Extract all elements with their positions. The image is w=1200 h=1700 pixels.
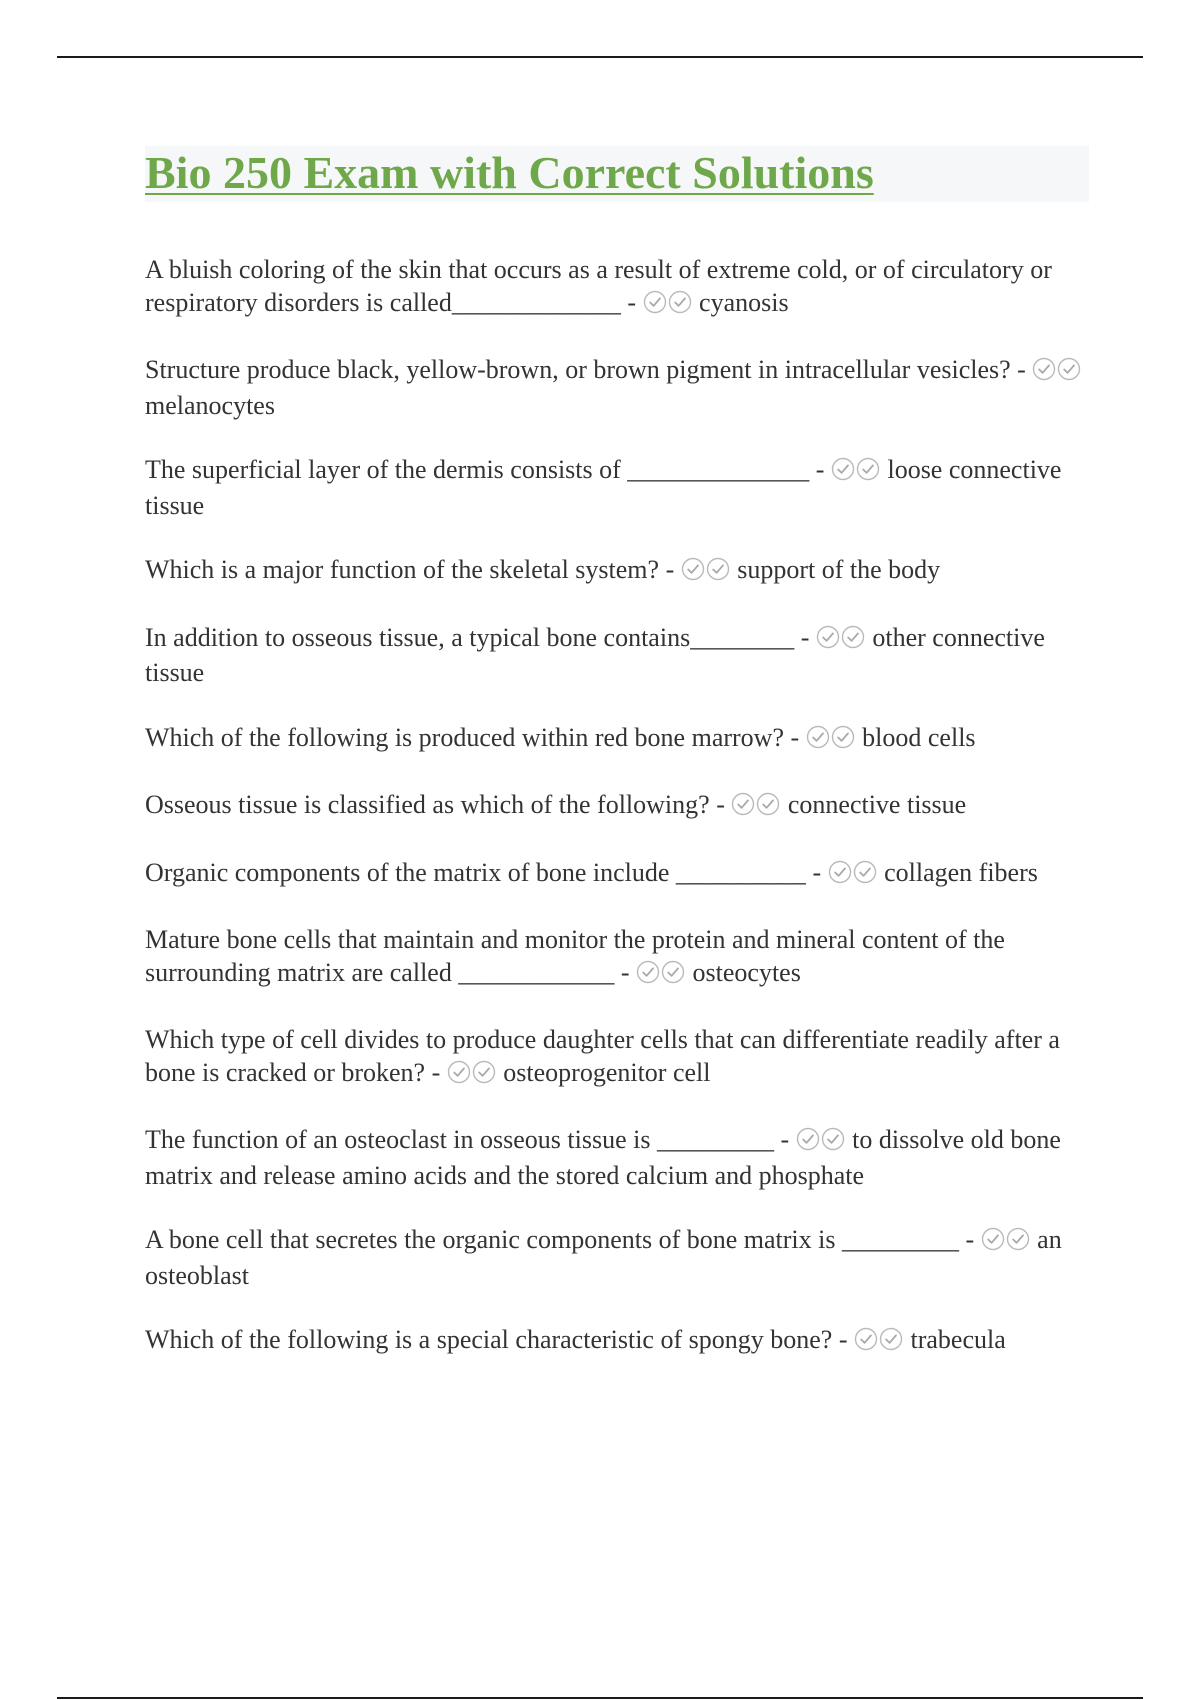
answer-text: osteoprogenitor cell xyxy=(503,1057,711,1087)
qa-list xyxy=(145,254,1090,1392)
question-text: Mature bone cells that maintain and monitor the protein and mineral content of the surrounding matrix are called ____________ xyxy=(145,925,1005,987)
circle-check-icon xyxy=(668,290,692,314)
circle-check-icon xyxy=(643,290,667,314)
answer-text: collagen fibers xyxy=(884,857,1038,887)
circle-check-icon xyxy=(636,960,660,984)
answer-separator: - xyxy=(838,1325,848,1354)
answer-text: cyanosis xyxy=(699,287,789,317)
answer-text: osteocytes xyxy=(692,957,801,987)
qa-item-13 xyxy=(145,1324,1090,1360)
circle-check-icon xyxy=(681,557,705,581)
question-text: Osseous tissue is classified as which of the following? xyxy=(145,790,710,819)
answer-text: support of the body xyxy=(737,555,941,584)
question-text: Which of the following is produced within red bone marrow? xyxy=(145,722,784,752)
answer-text: an osteoblast xyxy=(145,1225,1062,1290)
answer-marker xyxy=(796,1127,846,1160)
circle-check-icon xyxy=(806,725,830,749)
bottom-rule xyxy=(57,1697,1143,1699)
answer-separator: - xyxy=(800,622,810,652)
question-text: The superficial layer of the dermis consists of ______________ xyxy=(145,455,810,484)
answer-marker xyxy=(447,1060,497,1093)
answer-separator: - xyxy=(716,790,725,819)
answer-text: loose connective tissue xyxy=(145,455,1062,520)
qa-item-12 xyxy=(145,1224,1090,1292)
answer-marker xyxy=(636,960,686,993)
answer-marker xyxy=(828,860,878,893)
circle-check-icon xyxy=(828,860,852,884)
circle-check-icon xyxy=(854,1327,878,1351)
circle-check-icon xyxy=(661,960,685,984)
qa-item-8 xyxy=(145,857,1090,893)
circle-check-icon xyxy=(981,1227,1005,1251)
answer-marker xyxy=(643,290,693,323)
circle-check-icon xyxy=(756,792,780,816)
answer-marker xyxy=(1032,357,1082,390)
qa-item-7 xyxy=(145,789,1090,825)
circle-check-icon xyxy=(841,625,865,649)
qa-item-5 xyxy=(145,622,1090,690)
question-text: In addition to osseous tissue, a typical bone contains________ xyxy=(145,622,795,652)
answer-separator: - xyxy=(965,1225,975,1254)
circle-check-icon xyxy=(1057,357,1081,381)
answer-text: trabecula xyxy=(910,1325,1006,1354)
question-text: Structure produce black, yellow-brown, or brown pigment in intracellular vesicles? xyxy=(145,355,1011,384)
answer-marker xyxy=(831,457,881,490)
question-text: A bluish coloring of the skin that occurs as a result of extreme cold, or of circulatory or respiratory disorders is called_____________ xyxy=(145,255,1052,317)
answer-marker xyxy=(681,557,731,590)
page-title: Bio 250 Exam with Correct Solutions xyxy=(145,147,874,198)
circle-check-icon xyxy=(879,1327,903,1351)
answer-text: melanocytes xyxy=(145,390,275,420)
question-text: Which type of cell divides to produce daughter cells that can differentiate readily after a bone is cracked or broken? xyxy=(145,1025,1060,1087)
answer-separator: - xyxy=(620,957,630,987)
qa-item-3 xyxy=(145,454,1090,522)
answer-text: connective tissue xyxy=(787,790,967,819)
qa-item-9 xyxy=(145,924,1090,992)
qa-item-11 xyxy=(145,1124,1090,1192)
qa-item-1 xyxy=(145,254,1090,322)
circle-check-icon xyxy=(816,625,840,649)
circle-check-icon xyxy=(1032,357,1056,381)
circle-check-icon xyxy=(796,1127,820,1151)
question-text: Which is a major function of the skeletal system? xyxy=(145,555,660,584)
question-text: Which of the following is a special characteristic of spongy bone? xyxy=(145,1325,833,1354)
circle-check-icon xyxy=(856,457,880,481)
qa-item-10 xyxy=(145,1024,1090,1092)
circle-check-icon xyxy=(472,1060,496,1084)
answer-marker xyxy=(981,1227,1031,1260)
answer-separator: - xyxy=(665,555,675,584)
question-text: The function of an osteoclast in osseous tissue is _________ xyxy=(145,1125,774,1154)
qa-item-6 xyxy=(145,722,1090,758)
top-rule xyxy=(57,56,1143,58)
circle-check-icon xyxy=(447,1060,471,1084)
qa-item-4 xyxy=(145,554,1090,590)
answer-marker xyxy=(731,792,781,825)
answer-text: to dissolve old bone matrix and release amino acids and the stored calcium and phosphate xyxy=(145,1125,1061,1190)
answer-separator: - xyxy=(627,287,637,317)
circle-check-icon xyxy=(853,860,877,884)
answer-separator: - xyxy=(790,722,800,752)
circle-check-icon xyxy=(1006,1227,1030,1251)
qa-item-2 xyxy=(145,354,1090,422)
answer-marker xyxy=(806,725,856,758)
answer-marker xyxy=(854,1327,904,1360)
answer-marker xyxy=(816,625,866,658)
circle-check-icon xyxy=(831,457,855,481)
answer-separator: - xyxy=(812,857,822,887)
question-text: Organic components of the matrix of bone include __________ xyxy=(145,857,806,887)
circle-check-icon xyxy=(706,557,730,581)
question-text: A bone cell that secretes the organic components of bone matrix is _________ xyxy=(145,1225,959,1254)
answer-separator: - xyxy=(780,1125,790,1154)
answer-text: other connective tissue xyxy=(145,622,1045,687)
circle-check-icon xyxy=(731,792,755,816)
circle-check-icon xyxy=(831,725,855,749)
answer-separator: - xyxy=(815,455,825,484)
circle-check-icon xyxy=(821,1127,845,1151)
answer-text: blood cells xyxy=(862,722,976,752)
answer-separator: - xyxy=(431,1057,441,1087)
answer-separator: - xyxy=(1017,355,1026,384)
